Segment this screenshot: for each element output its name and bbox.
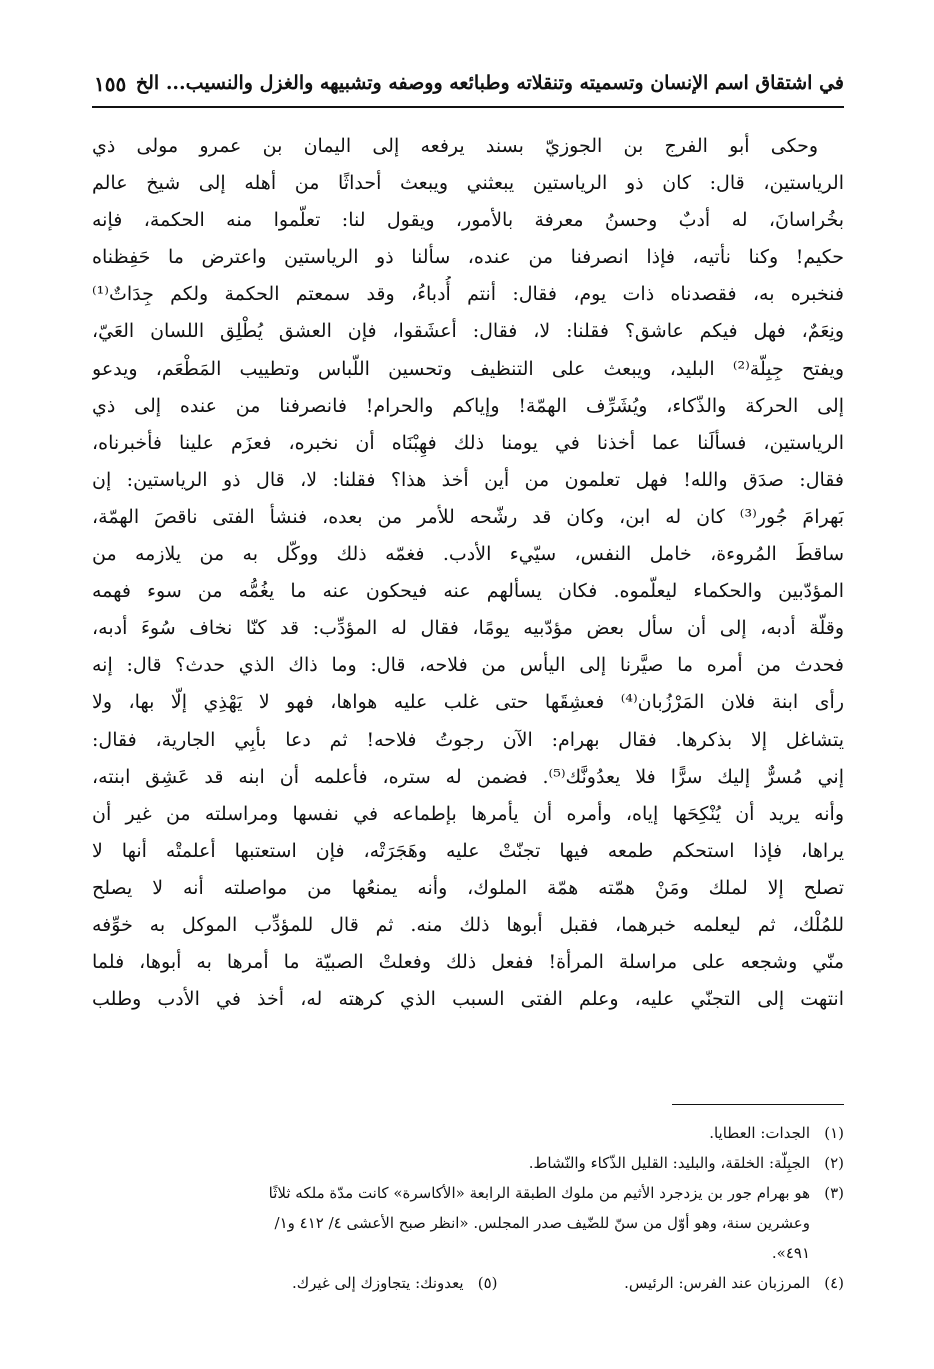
footnote-number: (٤)	[824, 1274, 844, 1292]
footnote-continuation	[92, 1208, 844, 1238]
text-line: يراها، فإذا استحكم طمعه فيها تجنّتْ عليه وهَجَرَتْه، فإن استعتبها أعلمتْه أنها لا	[92, 839, 844, 862]
footnote-text: يعدونك: يتجاوزك إلى غيرك.	[292, 1274, 464, 1292]
footnote	[92, 1178, 844, 1208]
text-line: فنخبره به، فقصدناه ذات يوم، فقال: أنتم أُدباءُ، وقد سمعتم الحكمة ولكم جِدَاتٌ⁽¹⁾	[92, 283, 844, 306]
footnote-number: (٥)	[477, 1274, 498, 1292]
text-line: ويفتح جِبِلّة⁽²⁾ البليد، ويبعث على التنظيف وتحسين اللّباس وتطييب المَطْعَم، ويدعو	[92, 357, 844, 380]
main-text	[92, 128, 844, 1018]
text-line: إلى الحركة والذّكاء، ويُشَرِّف الهمّة! وإياكم والحرام! فانصرفنا من عنده إلى ذي	[92, 394, 844, 417]
page-number: ١٥٥	[94, 72, 127, 96]
text-line: المؤدّبين والحكماء ليعلّموه. فكان يسألهم عنه فيحكون عنه ما يغُمُّه من سوء فهمه	[92, 580, 844, 603]
footnote-number: (٣)	[824, 1184, 844, 1202]
text-line: تصلح إلا لملك ومَنْ همّته همّة الملوك، وأنه يمنعُها من مواصلته أنه لا يصلح	[92, 876, 844, 899]
footnote-number: (٢)	[824, 1154, 844, 1172]
text-line: فحدث من أمره ما صيَّرنا إلى اليأس من فلاحه، قال: وما ذاك الذي حدث؟ قال: إنه	[92, 654, 844, 677]
text-line: فقال: صدَق والله! فهل تعلمون من أين أخذ هذا؟ فقلنا: لا، قال ذو الرياستين: إن	[92, 468, 844, 491]
footnote-text: الجدات: العطايا.	[709, 1124, 810, 1142]
footnote	[624, 1268, 844, 1298]
text-line: وقلّة أدبه، إلى أن سأل بعض مؤدّبيه يومًا، فقال له المؤدِّب: قد كنّا نخاف سُوءَ أدبه،	[92, 617, 844, 640]
footnote-text: ٤٩١».	[771, 1244, 810, 1262]
text-line: الرياستين، قال: كان ذو الرياستين يبعثني ويبعث أحداثًا من أهله إلى شيخ عالم	[92, 172, 844, 195]
text-line: وأنه يريد أن يُنْكِحَها إياه، وأمره أن يأمرها بإطماعه في نفسها ومراسلته من غير أن	[92, 802, 844, 825]
text-line: الرياستين، فسألَنا عما أخذنا في يومنا ذلك فهِبْنَاه أن نخبره، فعزَم علينا فأخبرناه،	[92, 431, 844, 454]
footnote-text: الجبِلّة: الخلقة، والبليد: القليل الذّكاء والنّشاط.	[528, 1154, 810, 1172]
running-title: في اشتقاق اسم الإنسان وتسميته وتنقلاته وطبائعه ووصفه وتشبيهه والغزل والنسيب... الخ	[135, 72, 844, 94]
footnote	[92, 1118, 844, 1148]
text-line: منّي وشجعه على مراسلة المرأة! ففعل ذلك وفعلتْ الصبيّة ما أمرها به أبوها، فلما	[92, 951, 844, 974]
running-header	[92, 62, 844, 108]
footnotes	[92, 1118, 844, 1298]
footnote-row	[92, 1268, 844, 1298]
text-line: للمُلْك، ثم ليعلمه خبرهما، فقبل أبوها ذلك منه. ثم قال للمؤدِّب الموكل به خوِّفه	[92, 913, 844, 936]
footnote-text: هو بهرام جور بن يزدجرد الأثيم من ملوك الطبقة الرابعة «الأكاسرة» كانت مدّة ملكه ثلاثًا	[268, 1184, 810, 1202]
text-line: بخُراسانَ، له أدبٌ وحسنُ معرفة بالأمور، ويقول لنا: تعلّموا منه الحكمة، فإنه	[92, 209, 844, 232]
footnote-number: (١)	[824, 1124, 844, 1142]
text-line: حكيم! وكنا نأتيه، فإذا انصرفنا من عنده، سألنا ذو الرياستين واعترض ما حَفِظناه	[92, 246, 844, 269]
footnote-divider	[672, 1104, 844, 1105]
text-line: رأى ابنة فلان المَرْزُبان⁽⁴⁾ فعشِقَها حتى غلب عليه هواها، فهو لا يَهْذِي إلّا بها، ولا	[92, 691, 844, 714]
text-line: ساقطَ المُروءة، خامل النفس، سيّيء الأدب. فغمّه ذلك ووكّل به من يلازمه من	[92, 543, 844, 566]
book-page	[92, 62, 844, 1322]
footnote-text: وعشرين سنة، وهو أوّل من سنّ للضّيف صدر المجلس. «انظر صبح الأعشى ٤/ ٤١٢ و١/	[274, 1214, 810, 1232]
text-line: انتهت إلى التجنّي عليه، وعلم الفتى السبب الذي كرهته له، أخذ في الأدب وطلب	[92, 988, 844, 1011]
text-line: يتشاغل إلا بذكرها. فقال بهرام: الآن رجوتُ فلاحه! ثم دعا بأبِي الجارية، فقال:	[92, 728, 844, 751]
text-line: ونِعَمٌ، فهل فيكم عاشق؟ فقلنا: لا، فقال: أعشَقوا، فإن العشق يُطْلِق اللسان العَيّ،	[92, 320, 844, 343]
footnote-text: المرزبان عند الفرس: الرئيس.	[624, 1274, 810, 1292]
text-line: إني مُسرٌّ إليك سرًّا فلا يعدُونَّك⁽⁵⁾. فضمن له ستره، فأعلمه أن ابنه قد عَشِق ابنته،	[92, 765, 844, 788]
footnote	[292, 1268, 498, 1298]
text-line: وحكى أبو الفرج بن الجوزيّ بسند يرفعه إلى اليمان بن عمرو مولى ذي	[92, 135, 818, 157]
text-line: بَهرامَ جُور⁽³⁾ كان له ابن، وكان قد رشّحه للأمر من بعده، فنشأ الفتى ناقصَ الهمّة،	[92, 505, 844, 528]
footnote	[92, 1148, 844, 1178]
footnote-continuation	[92, 1238, 844, 1268]
